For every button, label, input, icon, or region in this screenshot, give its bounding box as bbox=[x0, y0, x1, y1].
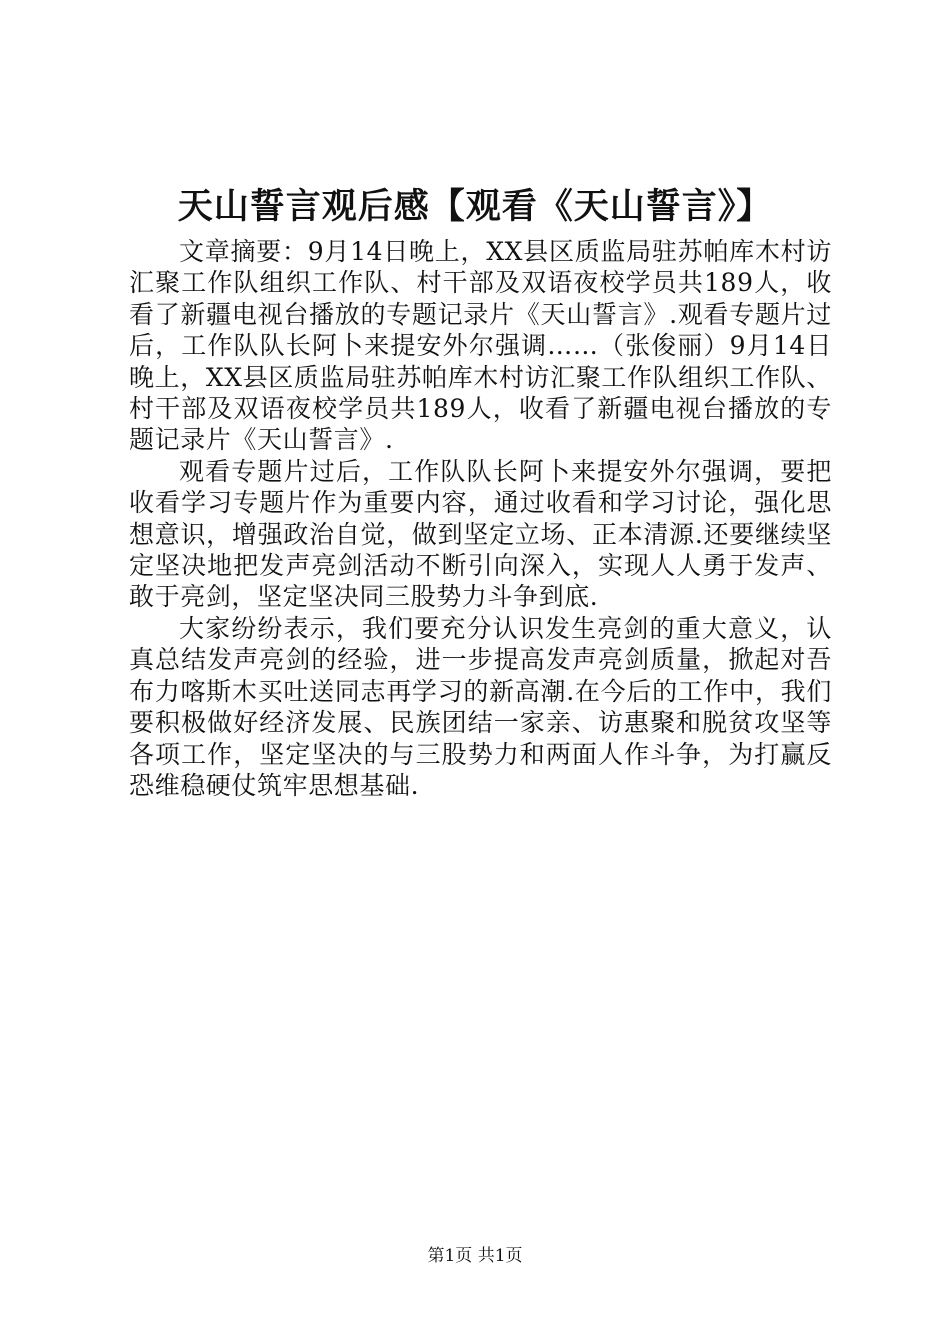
paragraph-3: 大家纷纷表示，我们要充分认识发生亮剑的重大意义，认真总结发声亮剑的经验，进一步提高发声亮剑质量，掀起对吾布力喀斯木买吐送同志再学习的新高潮.在今后的工作中，我们要积极做好经济发展、民族团结一家亲、访惠聚和脱贫攻坚等各项工作，坚定坚决的与三股势力和两面人作斗争，为打赢反恐维稳硬仗筑牢思想基础. bbox=[129, 613, 832, 800]
document-body bbox=[129, 236, 832, 801]
document-title: 天山誓言观后感【观看《天山誓言》】 bbox=[177, 186, 773, 227]
paragraph-1: 文章摘要：9月14日晚上，XX县区质监局驻苏帕库木村访汇聚工作队组织工作队、村干部及双语夜校学员共189人，收看了新疆电视台播放的专题记录片《天山誓言》.观看专题片过后，工作队队长阿卜来提安外尔强调……（张俊丽）9月14日晚上，XX县区质监局驻苏帕库木村访汇聚工作队组织工作队、村干部及双语夜校学员共189人，收看了新疆电视台播放的专题记录片《天山誓言》. bbox=[129, 237, 832, 455]
page-footer: 第1页 共1页 bbox=[427, 1246, 523, 1266]
paragraph-2: 观看专题片过后，工作队队长阿卜来提安外尔强调，要把收看学习专题片作为重要内容，通过收看和学习讨论，强化思想意识，增强政治自觉，做到坚定立场、正本清源.还要继续坚定坚决地把发声亮剑活动不断引向深入，实现人人勇于发声、敢于亮剑，坚定坚决同三股势力斗争到底. bbox=[129, 456, 832, 612]
